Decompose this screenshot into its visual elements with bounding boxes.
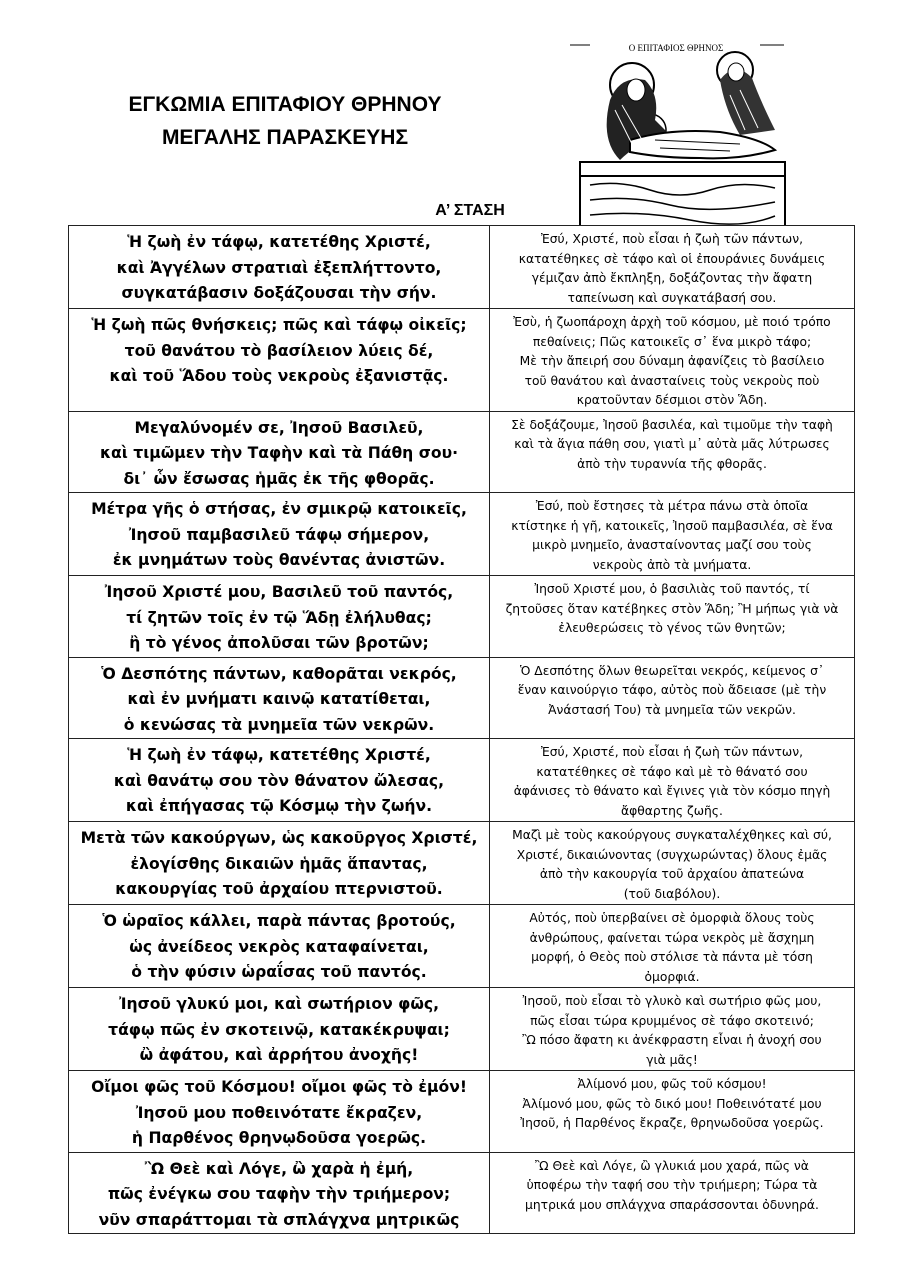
greek-line: Ὁ ὡραῖος κάλλει, παρὰ πάντας βροτούς, — [102, 912, 456, 930]
translation-line: ἀπὸ τὴν κακουργία τοῦ ἀρχαίου ἀπατεώνα — [539, 867, 805, 881]
greek-line: Μεγαλύνομέν σε, Ἰησοῦ Βασιλεῦ, — [134, 418, 424, 437]
greek-line: Ἡ ζωὴ ἐν τάφῳ, κατετέθης Χριστέ, — [127, 746, 431, 764]
translation-line: Μαζὶ μὲ τοὺς κακούργους συγκαταλέχθηκες καὶ σύ, — [512, 828, 832, 842]
stanza-row — [69, 309, 855, 412]
translation-line: Ἀλίμονό μου, φῶς τοῦ κόσμου! — [577, 1077, 767, 1091]
stanza-row — [69, 576, 855, 658]
translation-line: Ἀλίμονό μου, φῶς τὸ δικό μου! Ποθεινότατέ μου — [522, 1096, 822, 1111]
document-title-line1: ΕΓΚΩΜΙΑ ΕΠΙΤΑΦΙΟΥ ΘΡΗΝΟΥ — [128, 93, 442, 116]
greek-line: τάφῳ πῶς ἐν σκοτεινῷ, κατακέκρυψαι; — [108, 1020, 450, 1039]
stanza-greek-text — [69, 988, 490, 1071]
stanza-row — [69, 1152, 855, 1234]
greek-line: δι᾽ ὧν ἔσωσας ἡμᾶς ἐκ τῆς φθορᾶς. — [123, 469, 435, 488]
translation-line: ἐλευθερώσεις τὸ γένος τῶν θνητῶν; — [558, 621, 786, 635]
greek-line: Ἰησοῦ γλυκύ μοι, καὶ σωτήριον φῶς, — [118, 995, 440, 1013]
stanza-greek-text — [69, 226, 490, 309]
translation-line: τοῦ θανάτου καὶ ἀνασταίνεις τοὺς νεκροὺς ποὺ — [524, 373, 820, 388]
stanza-row — [69, 822, 855, 905]
epitaphios-icon-image — [560, 40, 792, 226]
section-heading: Α’ ΣΤΑΣΗ — [435, 202, 505, 219]
translation-line: ὀμορφιά. — [644, 969, 700, 984]
greek-line: Οἴμοι φῶς τοῦ Κόσμου! οἴμοι φῶς τὸ ἐμόν! — [91, 1078, 467, 1096]
greek-line: Ὢ Θεὲ καὶ Λόγε, ὢ χαρὰ ἡ ἐμή, — [144, 1159, 414, 1178]
greek-line: καὶ Ἀγγέλων στρατιαὶ ἐξεπλήττοντο, — [116, 258, 442, 277]
translation-line: μορφή, ὁ Θεὸς ποὺ στόλισε τὰ πάντα μὲ τόση — [531, 950, 813, 964]
stanza-greek-text — [69, 309, 490, 412]
stanza-row — [69, 411, 855, 493]
greek-line: πῶς ἐνέγκω σου ταφὴν τὴν τριήμερον; — [107, 1185, 451, 1203]
greek-line: Ἰησοῦ Χριστέ μου, Βασιλεῦ τοῦ παντός, — [104, 583, 454, 601]
greek-line: Ἰησοῦ μου ποθεινότατε ἔκραζεν, — [135, 1103, 423, 1122]
translation-line: μικρὸ μνημεῖο, ἀνασταίνοντας μαζί σου τοὺς — [532, 538, 812, 552]
greek-line: καὶ τοῦ Ἅδου τοὺς νεκροὺς ἐξανιστᾷς. — [109, 367, 449, 385]
stanza-row — [69, 226, 855, 309]
greek-line: Μέτρα γῆς ὁ στήσας, ἐν σμικρῷ κατοικεῖς, — [91, 500, 467, 518]
translation-line: πῶς εἶσαι τώρα κρυμμένος σὲ τάφο σκοτεινό; — [530, 1013, 814, 1028]
translation-line: ἕναν καινούργιο τάφο, αὐτὸς ποὺ ἄδειασε (μὲ τὴν — [517, 683, 827, 697]
translation-line: Αὐτός, ποὺ ὑπερβαίνει σὲ ὀμορφιὰ ὅλους τοὺς — [529, 911, 815, 925]
stanza-translation — [490, 1071, 855, 1153]
greek-line: ἢ τὸ γένος ἀπολῦσαι τῶν βροτῶν; — [129, 634, 429, 652]
stanza-greek-text — [69, 493, 490, 576]
greek-line: καὶ τιμῶμεν τὴν Ταφὴν καὶ τὰ Πάθη σου· — [99, 444, 459, 462]
translation-line: Ἐσύ, Χριστέ, ποὺ εἶσαι ἡ ζωὴ τῶν πάντων, — [541, 745, 803, 759]
translation-line: Ἰησοῦ, ποὺ εἶσαι τὸ γλυκὸ καὶ σωτήριο φῶς μου, — [522, 994, 822, 1008]
greek-line: τοῦ θανάτου τὸ βασίλειον λύεις δέ, — [124, 341, 434, 360]
translation-line: μητρικά μου σπλάγχνα σπαράσσονται ὀδυνηρά. — [525, 1197, 819, 1212]
translation-line: Ἰησοῦ, ἡ Παρθένος ἔκραζε, θρηνωδοῦσα γοερῶς. — [520, 1116, 824, 1130]
stanza-translation — [490, 309, 855, 412]
stanza-translation — [490, 411, 855, 493]
translation-line: (τοῦ διαβόλου). — [623, 886, 721, 901]
stanza-row — [69, 739, 855, 822]
greek-line: νῦν σπαράττομαι τὰ σπλάγχνα μητρικῶς — [98, 1210, 460, 1229]
translation-line: κτίστηκε ἡ γῆ, κατοικεῖς, Ἰησοῦ παμβασιλέα, σὲ ἕνα — [511, 518, 833, 533]
translation-line: κατατέθηκες σὲ τάφο καὶ μὲ τὸ θάνατό σου — [536, 764, 808, 779]
translation-line: ἄφθαρτης ζωῆς. — [621, 803, 723, 818]
translation-line: πεθαίνεις; Πῶς κατοικεῖς σ᾿ ἕνα μικρὸ τάφο; — [532, 334, 812, 349]
translation-line: Ἰησοῦ Χριστέ μου, ὁ βασιλιὰς τοῦ παντός, τί — [534, 582, 810, 596]
greek-line: ὁ τὴν φύσιν ὡραΐσας τοῦ παντός. — [131, 963, 427, 981]
greek-line: Ἡ ζωὴ πῶς θνήσκεις; πῶς καὶ τάφῳ οἰκεῖς; — [91, 316, 467, 334]
translation-line: Ἀνάστασή Του) τὰ μνημεῖα τῶν νεκρῶν. — [548, 702, 796, 717]
greek-line: κακουργίας τοῦ ἀρχαίου πτερνιστοῦ. — [115, 880, 443, 898]
translation-line: ζητοῦσες ὅταν κατέβηκες στὸν Ἅδη; Ἢ μήπως γιὰ νὰ — [505, 601, 839, 616]
translation-line: καὶ τὰ ἅγια πάθη σου, γιατὶ μ᾿ αὐτὰ μᾶς λύτρωσες — [514, 437, 830, 451]
stanza-greek-text — [69, 576, 490, 658]
document-title-line2: ΜΕΓΑΛΗΣ ΠΑΡΑΣΚΕΥΗΣ — [161, 126, 409, 149]
translation-line: νεκροὺς ἀπὸ τὰ μνήματα. — [592, 557, 752, 572]
stanza-greek-text — [69, 822, 490, 905]
stanza-translation — [490, 905, 855, 988]
stanza-greek-text — [69, 1152, 490, 1234]
stanza-translation — [490, 493, 855, 576]
translation-line: ἀνθρώπους, φαίνεται τώρα νεκρὸς μὲ ἄσχημη — [529, 930, 815, 945]
greek-line: καὶ ἐπήγασας τῷ Κόσμῳ τὴν ζωήν. — [125, 797, 433, 815]
translation-line: Ἐσὺ, ἡ ζωοπάροχη ἀρχὴ τοῦ κόσμου, μὲ ποιό τρόπο — [513, 315, 831, 329]
stanza-greek-text — [69, 1071, 490, 1153]
stanza-greek-text — [69, 657, 490, 739]
stanza-greek-text — [69, 905, 490, 988]
icon-caption: Ο ΕΠΙΤΑΦΙΟΣ ΘΡΗΝΟΣ — [628, 43, 724, 53]
hymn-table — [68, 225, 855, 1234]
stanza-translation — [490, 226, 855, 309]
translation-line: Χριστέ, δικαιώνοντας (συγχωρώντας) ὅλους ἐμᾶς — [516, 847, 828, 862]
stanza-greek-text — [69, 739, 490, 822]
stanza-translation — [490, 822, 855, 905]
stanza-translation — [490, 739, 855, 822]
stanza-translation — [490, 988, 855, 1071]
greek-line: ἡ Παρθένος θρηνῳδοῦσα γοερῶς. — [131, 1129, 427, 1147]
greek-line: Ὁ Δεσπότης πάντων, καθορᾶται νεκρός, — [101, 664, 457, 683]
translation-line: ἀφάνισες τὸ θάνατο καὶ ἔγινες γιὰ τὸν κόσμο πηγὴ — [513, 784, 831, 798]
greek-line: ὢ ἀφάτου, καὶ ἀρρήτου ἀνοχῆς! — [139, 1046, 419, 1064]
translation-line: γιὰ μᾶς! — [646, 1052, 698, 1067]
translation-line: Ἐσύ, ποὺ ἔστησες τὰ μέτρα πάνω στὰ ὁποῖα — [535, 499, 809, 513]
translation-line: Ὢ Θεὲ καὶ Λόγε, ὢ γλυκιά μου χαρά, πῶς νὰ — [535, 1158, 809, 1173]
greek-line: Μετὰ τῶν κακούργων, ὡς κακοῦργος Χριστέ, — [80, 829, 478, 847]
greek-line: Ἰησοῦ παμβασιλεῦ τάφῳ σήμερον, — [128, 525, 430, 544]
stanza-row — [69, 1071, 855, 1153]
stanza-row — [69, 657, 855, 739]
greek-line: ἐλογίσθης δικαιῶν ἡμᾶς ἅπαντας, — [130, 854, 428, 873]
greek-line: τί ζητῶν τοῖς ἐν τῷ Ἅδῃ ἐλήλυθας; — [126, 608, 432, 627]
stanza-translation — [490, 576, 855, 658]
translation-line: ἀπὸ τὴν τυραννία τῆς φθορᾶς. — [577, 456, 767, 471]
translation-line: Ὁ Δεσπότης ὅλων θεωρεῖται νεκρός, κείμενος σ᾿ — [519, 663, 825, 678]
stanza-row — [69, 905, 855, 988]
greek-line: ὡς ἀνείδεος νεκρὸς καταφαίνεται, — [129, 937, 429, 956]
translation-line: Ὢ πόσο ἄφατη κι ἀνέκφραστη εἶναι ἡ ἀνοχή σου — [522, 1033, 822, 1047]
translation-line: Ἐσύ, Χριστέ, ποὺ εἶσαι ἡ ζωὴ τῶν πάντων, — [541, 232, 803, 246]
translation-line: ταπείνωση καὶ συγκατάβασή σου. — [567, 290, 777, 305]
greek-line: καὶ ἐν μνήματι καινῷ κατατίθεται, — [127, 690, 431, 708]
greek-line: ἐκ μνημάτων τοὺς θανέντας ἀνιστῶν. — [112, 551, 446, 569]
stanza-greek-text — [69, 411, 490, 493]
stanza-translation — [490, 657, 855, 739]
greek-line: ὁ κενώσας τὰ μνημεῖα τῶν νεκρῶν. — [123, 715, 435, 734]
translation-line: Μὲ τὴν ἄπειρή σου δύναμη ἀφανίζεις τὸ βασίλειο — [519, 354, 825, 368]
translation-line: γέμιζαν ἀπὸ ἔκπληξη, δοξάζοντας τὴν ἄφατη — [531, 271, 813, 285]
greek-line: καὶ θανάτῳ σου τὸν θάνατον ὤλεσας, — [113, 771, 445, 790]
greek-line: συγκατάβασιν δοξάζουσαι τὴν σήν. — [121, 284, 437, 302]
stanza-row — [69, 493, 855, 576]
stanza-translation — [490, 1152, 855, 1234]
translation-line: ὑποφέρω τὴν ταφή σου τὴν τριήμερη; Τώρα τὰ — [526, 1178, 818, 1192]
translation-line: Σὲ δοξάζουμε, Ἰησοῦ βασιλέα, καὶ τιμοῦμε τὴν ταφὴ — [511, 417, 833, 432]
stanza-row — [69, 988, 855, 1071]
greek-line: Ἡ ζωὴ ἐν τάφῳ, κατετέθης Χριστέ, — [127, 233, 431, 251]
translation-line: κρατοῦνταν δέσμιοι στὸν Ἅδη. — [576, 393, 768, 407]
translation-line: κατατέθηκες σὲ τάφο καὶ οἱ ἐπουράνιες δυνάμεις — [518, 251, 826, 266]
